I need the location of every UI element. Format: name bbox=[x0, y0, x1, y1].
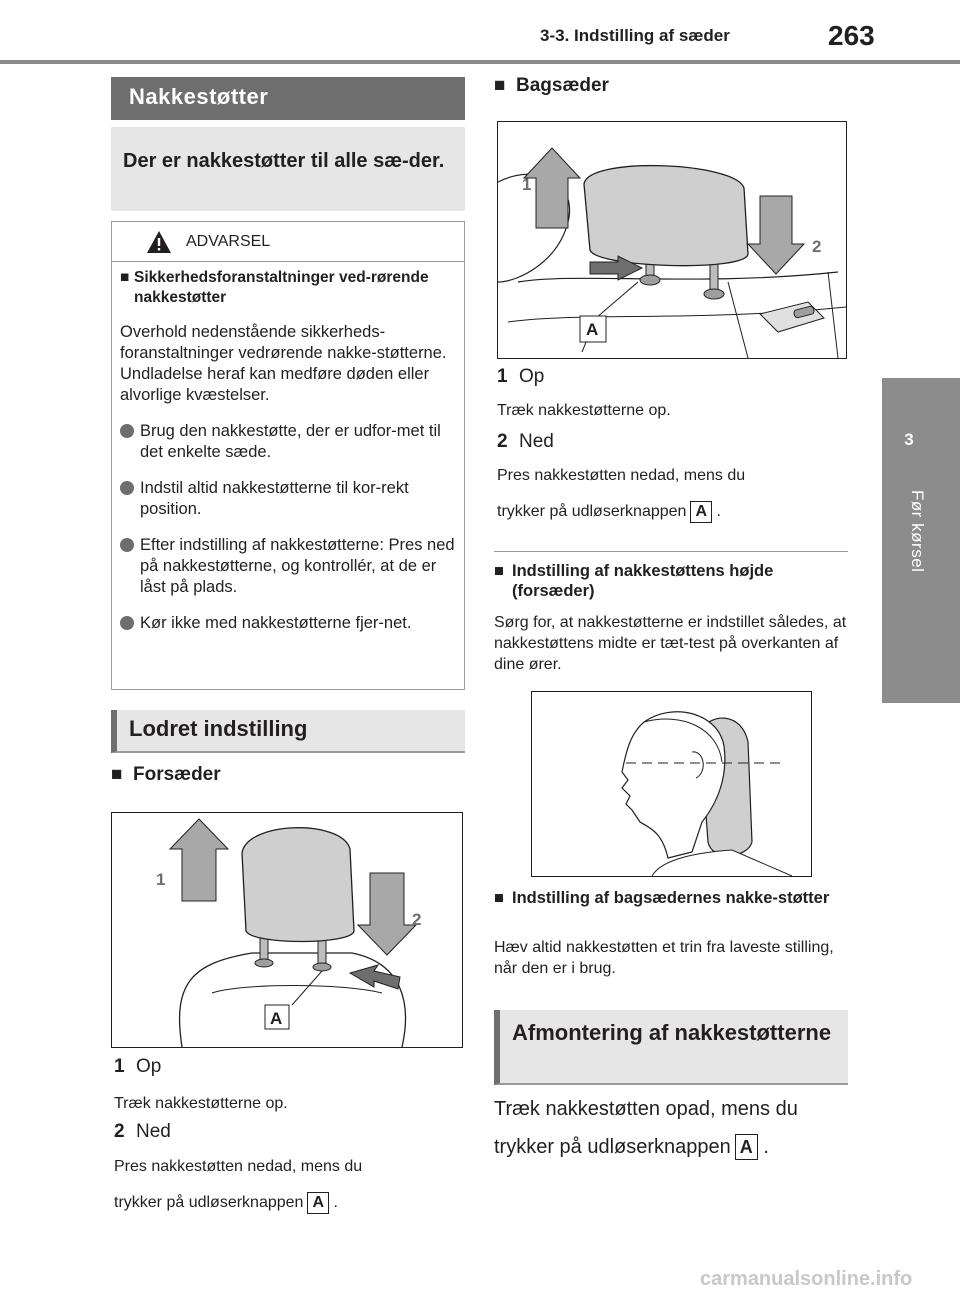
height-adjust-desc: Sørg for, at nakkestøtterne er indstillet således, at nakkestøttens midte er tæt-test på overkanten af dine ører. bbox=[494, 614, 847, 673]
square-bullet-icon: ■ bbox=[494, 889, 504, 907]
bullet-dot-icon bbox=[120, 538, 134, 552]
lodret-indstilling-banner: Lodret indstilling bbox=[111, 710, 465, 753]
release-button-ref: A bbox=[307, 1192, 329, 1214]
intro-box: Der er nakkestøtter til alle sæ-der. bbox=[111, 127, 465, 211]
header-divider bbox=[0, 60, 960, 64]
head-position-illustration bbox=[532, 692, 811, 876]
head-position-figure bbox=[531, 691, 812, 877]
rear-headrest-figure bbox=[497, 121, 847, 359]
warning-bullet: Efter indstilling af nakkestøtterne: Pres ned på nakkestøtterne, og kontrollér, at de er låst på plads. bbox=[120, 535, 456, 598]
chapter-label: Før kørsel bbox=[908, 490, 927, 573]
warning-label: ADVARSEL bbox=[186, 233, 271, 250]
front-step-1-desc: Træk nakkestøtterne op. bbox=[114, 1095, 288, 1112]
rear-step-2-desc-1: Pres nakkestøtten nedad, mens du bbox=[497, 467, 746, 484]
rear-step-2-desc-2: trykker på udløserknappen A . bbox=[497, 501, 721, 523]
section-title: 3-3. Indstilling af sæder bbox=[540, 26, 730, 45]
release-button-ref: A bbox=[735, 1134, 758, 1160]
warning-header bbox=[112, 222, 464, 262]
page-number: 263 bbox=[828, 20, 875, 51]
bullet-dot-icon bbox=[120, 616, 134, 630]
removal-line-1: Træk nakkestøtten opad, mens du bbox=[494, 1098, 798, 1120]
rear-step-1-desc: Træk nakkestøtterne op. bbox=[497, 402, 671, 419]
warning-para-1: Overhold nedenstående sikkerheds-foranstaltninger vedrørende nakke-støtterne. bbox=[120, 323, 447, 362]
warning-body bbox=[112, 262, 464, 634]
watermark: carmanualsonline.info bbox=[700, 1268, 913, 1290]
bullet-dot-icon bbox=[120, 481, 134, 495]
front-step-2: 2 Ned bbox=[114, 1121, 171, 1142]
warning-bullet: Indstil altid nakkestøtterne til kor-rekt position. bbox=[120, 478, 456, 520]
front-seats-heading: ■ Forsæder bbox=[111, 764, 221, 785]
front-step-1: 1 Op bbox=[114, 1056, 162, 1077]
figure-label-2: 2 bbox=[812, 237, 822, 256]
section-divider bbox=[494, 551, 848, 552]
figure-label-a: A bbox=[586, 320, 599, 339]
figure-label-1: 1 bbox=[522, 175, 532, 194]
rear-step-2: 2 Ned bbox=[497, 431, 554, 452]
front-step-2-desc-1: Pres nakkestøtten nedad, mens du bbox=[114, 1158, 363, 1175]
release-button-ref: A bbox=[690, 501, 712, 523]
figure-label-2: 2 bbox=[412, 910, 422, 929]
height-adjust-heading: ■ Indstilling af nakkestøttens højde (forsæder) bbox=[494, 562, 774, 600]
square-bullet-icon: ■ bbox=[120, 269, 130, 286]
square-bullet-icon: ■ bbox=[494, 562, 504, 580]
nakkestotter-banner: Nakkestøtter bbox=[111, 77, 465, 120]
front-step-2-desc-2: trykker på udløserknappen A . bbox=[114, 1192, 338, 1214]
warning-bullet: Kør ikke med nakkestøtterne fjer-net. bbox=[120, 613, 456, 634]
front-headrest-illustration bbox=[112, 813, 462, 1047]
warning-triangle-icon bbox=[146, 230, 172, 254]
rear-headrest-desc: Hæv altid nakkestøtten et trin fra laveste stilling, når den er i brug. bbox=[494, 939, 834, 977]
warning-heading: ■ Sikkerhedsforanstaltninger ved-rørende nakkestøtter bbox=[120, 269, 429, 306]
warning-box bbox=[111, 221, 465, 690]
rear-headrest-heading: ■ Indstilling af bagsædernes nakke-støtter bbox=[494, 889, 830, 907]
front-headrest-figure bbox=[111, 812, 463, 1048]
rear-step-1: 1 Op bbox=[497, 366, 545, 387]
square-bullet-icon: ■ bbox=[494, 75, 506, 96]
removal-line-2: trykker på udløserknappen A . bbox=[494, 1136, 769, 1158]
removal-banner: Afmontering af nakkestøtterne bbox=[494, 1010, 848, 1085]
warning-bullet: Brug den nakkestøtte, der er udfor-met til det enkelte sæde. bbox=[120, 421, 456, 463]
figure-label-a: A bbox=[270, 1009, 283, 1028]
chapter-number: 3 bbox=[904, 430, 914, 449]
rear-headrest-illustration bbox=[498, 122, 846, 358]
bullet-dot-icon bbox=[120, 424, 134, 438]
rear-seats-heading: ■ Bagsæder bbox=[494, 75, 609, 96]
square-bullet-icon: ■ bbox=[111, 764, 123, 785]
warning-para-2: Undladelse heraf kan medføre døden eller alvorlige kvæstelser. bbox=[120, 365, 430, 404]
figure-label-1: 1 bbox=[156, 870, 166, 889]
